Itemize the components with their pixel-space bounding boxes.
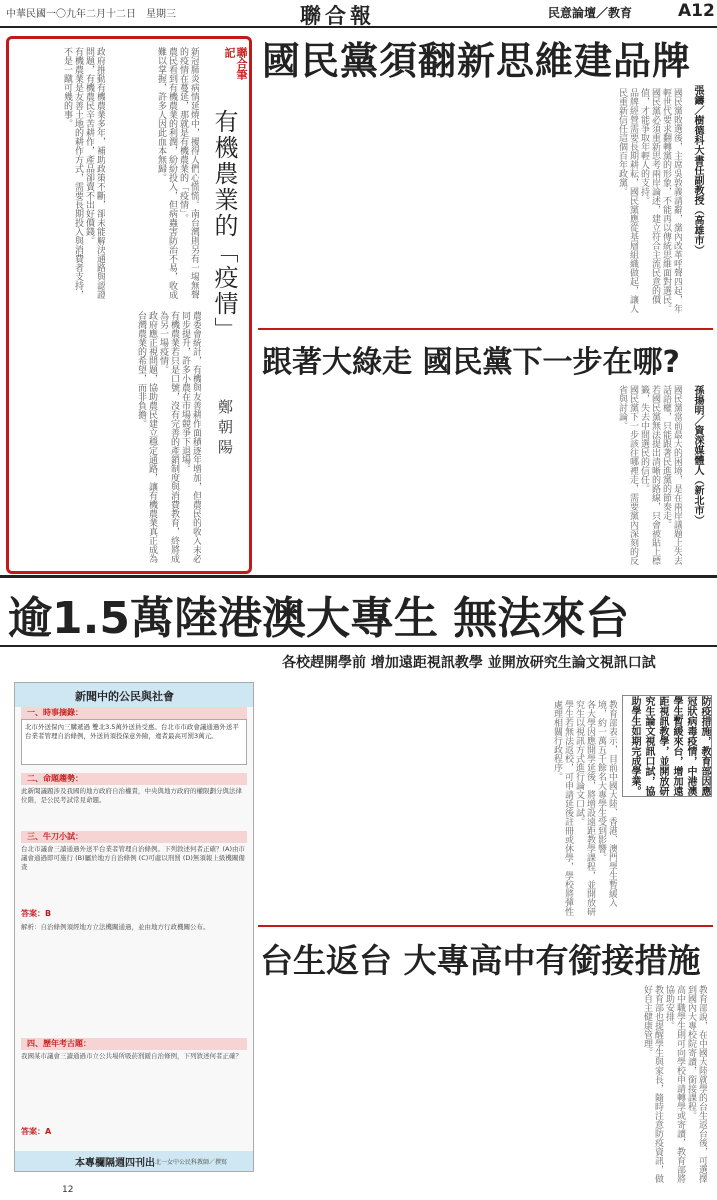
main-lead: 防疫措施，教育部因應冠狀病毒疫情，中港澳學生暫緩來台，增加遠距視訊教學，並開放研究生論文視訊口試，協助學生如期完成學業。 [622,695,712,797]
newspaper-logo: 聯合報 [300,3,375,28]
paragraph: 有機農業若只是口號，沒有完善的產銷制度與消費教育，終將成為另一場疫情。 [158,311,179,563]
column-logo: 聯合筆記 [223,47,248,80]
paragraph: 教育部說，在中國大陸就學的台生返台後，可選擇到國內大專校院寄讀，銜接課程。 [686,985,707,1183]
section-name: 民意論壇／教育 [548,6,633,20]
issue-date: 中華民國一〇九年二月十二日 星期三 [6,9,176,20]
civics-footer [15,1151,253,1171]
paragraph: 學生若無法返校，可申請延後註冊或休學，學校將彈性處理相關行政程序。 [552,700,573,916]
paragraph: 高中職學生則可向學校申請轉學或寄讀，教育部將協助安排。 [664,985,685,1183]
page-number: A12 [678,1,715,21]
civics-box [14,682,254,1172]
article-1-body [262,88,682,320]
paragraph: 農委會統計，有機與友善耕作面積逐年增加，但農民的收入未必同步提升，許多小農在市場競爭下退場。 [180,311,201,563]
article-4-body [262,985,707,1190]
past-answer: 答案：A [21,1127,52,1136]
paragraph: 國民黨敗選後，主席吳敦義請辭，黨內改革呼聲四起，年輕世代要求翻轉黨的形象，不能再以傳統思維面對選民。 [661,88,682,313]
divider [258,328,713,330]
divider [258,925,713,927]
headline-1: 國民黨須翻新思維建品牌 [262,39,692,83]
paragraph: 政府推動有機農業多年，補助政策不斷，卻未能解決通路與認證問題，有機農民辛苦耕作，產品卻賣不出好價錢。 [84,47,105,299]
article-2-body [262,385,682,570]
paragraph: 新冠肺炎病情延燒中，擾得人們心慌慌。南台灣則另有一場無聲的疫情在蔓延，那就是有機農業的「疫情」。 [178,47,199,299]
civics-footer-credit: 北一女中公民科教師／撰寫 [155,1159,228,1166]
headline-2: 跟著大綠走 國民黨下一步在哪? [262,345,680,380]
column-title: 有機農業的「疫情」 [210,109,238,343]
past-exam-text: 我國某市議會三讀通過市立公共場所吸菸罰鍰自治條例，下列敘述何者正確？ [21,1052,242,1060]
column-body-top-1 [109,47,199,305]
paragraph: 國民黨下一步該往哪裡走，需要黨內深刻的反省與討論。 [617,385,638,565]
opinion-column [6,36,252,574]
main-subheadline: 各校趕開學前 增加遠距視訊教學 並開放研究生論文視訊口試 [282,655,656,671]
main-headline: 逾1.5萬陸港澳大專生 無法來台 [8,593,630,644]
section-label-quiz: 三、牛刀小試： [21,831,247,843]
column-body-bottom [15,311,201,567]
section-label-news: 一、時事摘錄： [21,707,247,719]
footer-page-number: 12 [62,1185,74,1195]
main-body [262,700,617,920]
paragraph: 品牌經營需要長期耕耘，國民黨應從基層組織做起，讓人民重新信任這個百年政黨。 [617,88,638,313]
news-excerpt: 北市外送保內三購遞過 雙北3.5萬外送員受惠。台北市市政會議通過外送平台業者管理自治條例，外送員須投保意外險，違者最高可罰3萬元。 [21,719,247,765]
trend-text: 此新聞議題涉及我國的地方政府自治權責，中央與地方政府的權限劃分與法律位階，是公民考試常見命題。 [21,787,242,804]
paragraph: 有機農業是友善土地的耕作方式，需要長期投入與消費者支持，不是一蹴可幾的事。 [62,47,83,299]
paragraph: 教育部表示，目前中國大陸、香港、澳門學生暫緩入境，約一萬五千餘名大專學生受到影響。 [596,700,617,907]
paragraph: 若國民黨無法提出清晰的路線，只會被貼上標籤，失去中間選民的信任。 [639,385,660,565]
paragraph: 農民看到有機農業的利潤，紛紛投入，但病蟲害防治不易，收成難以掌握，許多人因此血本無歸。 [156,47,177,299]
quiz-answer: 答案：B [21,909,52,918]
byline-1: 張鑄／樹德科大書任副教授（高雄市） [692,85,703,255]
headline-4: 台生返台 大專高中有銜接措施 [260,941,701,980]
quiz-explanation: 解析：自治條例須經地方立法機關通過，並由地方行政機關公布。 [21,923,210,931]
divider [0,645,717,647]
paragraph: 國民黨必須重新思考兩岸論述，建立符合主流民意的價值，才能爭取年輕人的支持。 [639,88,660,304]
paragraph: 政府應正視問題，協助農民建立穩定通路，讓有機農業真正成為台灣農業的希望，而非負擔。 [136,311,157,563]
byline-2: 孫揚明／資深媒體人（新北市） [692,385,703,525]
column-body-top-2 [15,47,105,305]
civics-footer-title: 本專欄隔週四刊出 [75,1158,155,1169]
paragraph: 各大學因應開學延後，將增設遠距教學課程，並開放研究生以視訊方式進行論文口試。 [574,700,595,916]
column-author: 鄭朝陽 [216,399,234,459]
section-label-past: 四、歷年考古題： [21,1038,247,1050]
civics-title: 新聞中的公民與社會 [75,690,174,703]
paragraph: 教育部也提醒學生與家長，隨時注意防疫資訊，做好自主健康管理。 [642,985,663,1183]
divider [0,575,717,578]
quiz-text: 台北市議會三讀通過外送平台業者管理自治條例。下列敘述何者正確？(A)由市議會通過即可施行 (B)屬於地方自治條例 (C)可處以刑罰 (D)無須報上級機關備查 [21,845,246,871]
civics-header [15,683,253,707]
section-label-trend: 二、命題趨勢： [21,773,247,785]
paragraph: 國民黨當前最大的困境，是在兩岸議題上失去話語權，只能跟著民進黨的節奏走。 [661,385,682,565]
page-header [0,0,717,28]
